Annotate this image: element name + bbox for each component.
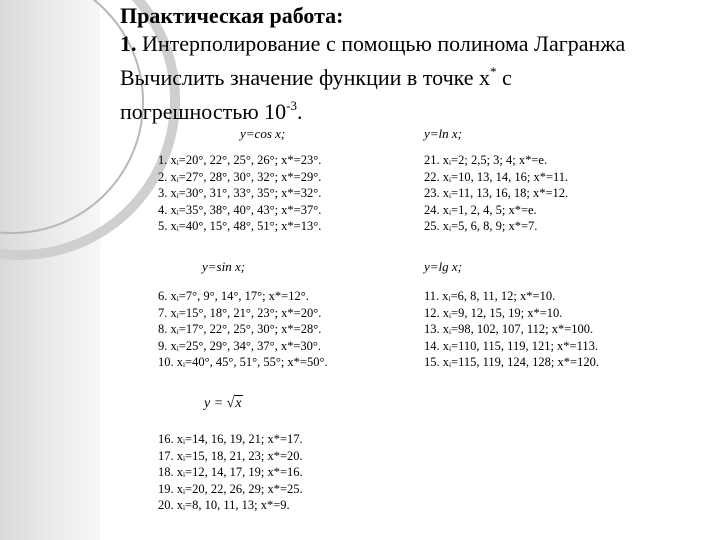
list-item: 1. xᵢ=20°, 22°, 25°, 26°; x*=23°.: [158, 153, 322, 167]
list-item: 9. xᵢ=25°, 29°, 34°, 37°, x*=30°.: [158, 338, 322, 353]
list-item: 13. xᵢ=98, 102, 107, 112; x*=100.: [424, 322, 594, 336]
instruction-superscript: *: [490, 64, 497, 79]
task-number: 1.: [120, 31, 137, 56]
list-item: 14. xᵢ=110, 115, 119, 121; x*=113.: [424, 338, 599, 353]
list-item: 15. xᵢ=115, 119, 124, 128; x*=120.: [424, 355, 599, 369]
instruction-text: Вычислить значение функции в точке x: [120, 65, 491, 90]
task-line: [120, 30, 710, 58]
section-title-cos: y=cos x;: [240, 126, 286, 141]
slide-title: Практическая работа:: [120, 3, 344, 28]
slide-header: [120, 2, 710, 126]
precision-exponent: -3: [286, 98, 298, 113]
section-title-sin: y=sin x;: [202, 259, 246, 274]
variant-list-sin: [158, 288, 328, 371]
sqrt-title-prefix: y =: [204, 396, 227, 411]
list-item: 4. xᵢ=35°, 38°, 40°, 43°; x*=37°.: [158, 202, 322, 217]
variant-list-sqrt: [158, 431, 303, 514]
list-item: 5. xᵢ=40°, 15°, 48°, 51°; x*=13°.: [158, 219, 322, 233]
sqrt-symbol: √x: [226, 396, 242, 411]
list-item: 22. xᵢ=10, 13, 14, 16; x*=11.: [424, 169, 569, 184]
section-title-sqrt: [204, 396, 243, 412]
list-item: 23. xᵢ=11, 13, 16, 18; x*=12.: [424, 186, 569, 200]
list-item: 16. xᵢ=14, 16, 19, 21; x*=17.: [158, 432, 303, 446]
list-item: 21. xᵢ=2; 2,5; 3; 4; x*=e.: [424, 153, 548, 167]
list-item: 10. xᵢ=40°, 45°, 51°, 55°; x*=50°.: [158, 355, 328, 369]
instruction-tail: с: [496, 65, 512, 90]
list-item: 8. xᵢ=17°, 22°, 25°, 30°; x*=28°.: [158, 322, 322, 336]
task-precision-line: [120, 92, 710, 126]
list-item: 19. xᵢ=20, 22, 26, 29; x*=25.: [158, 481, 303, 496]
list-item: 2. xᵢ=27°, 28°, 30°, 32°; x*=29°.: [158, 169, 322, 184]
list-item: 6. xᵢ=7°, 9°, 14°, 17°; x*=12°.: [158, 289, 309, 303]
variant-list-ln: [424, 152, 568, 235]
list-item: 17. xᵢ=15, 18, 21, 23; x*=20.: [158, 448, 303, 463]
variant-list-cos: [158, 152, 321, 235]
list-item: 12. xᵢ=9, 12, 15, 19; x*=10.: [424, 305, 563, 320]
section-title-ln: y=ln x;: [424, 126, 463, 141]
list-item: 7. xᵢ=15°, 18°, 21°, 23°; x*=20°.: [158, 305, 322, 320]
list-item: 20. xᵢ=8, 10, 11, 13; x*=9.: [158, 498, 290, 512]
sqrt-radicand: x: [235, 396, 242, 411]
list-item: 24. xᵢ=1, 2, 4, 5; x*=e.: [424, 202, 537, 217]
task-text: Интерполирование с помощью полинома Лагранжа: [142, 31, 626, 56]
section-title-lg: y=lg x;: [424, 259, 463, 274]
variant-list-lg: [424, 288, 599, 371]
list-item: 25. xᵢ=5, 6, 8, 9; x*=7.: [424, 219, 538, 233]
task-instruction-line: [120, 58, 710, 92]
precision-tail: .: [297, 99, 303, 124]
precision-text: погрешностью 10: [120, 99, 287, 124]
list-item: 3. xᵢ=30°, 31°, 33°, 35°; x*=32°.: [158, 186, 322, 200]
list-item: 18. xᵢ=12, 14, 17, 19; x*=16.: [158, 465, 303, 479]
list-item: 11. xᵢ=6, 8, 11, 12; x*=10.: [424, 289, 556, 303]
